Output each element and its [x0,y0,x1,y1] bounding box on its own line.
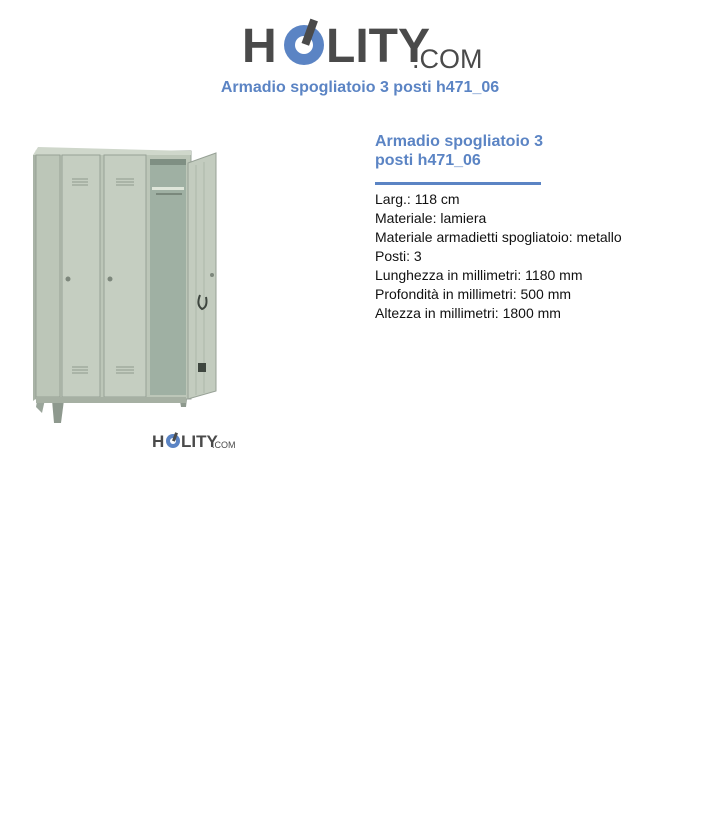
product-name-line1: Armadio spogliatoio 3 [375,133,544,150]
small-logo-word: LITY [181,432,218,451]
logo-letter-h: H [242,20,277,72]
logo-word: LITY [326,20,430,72]
spec-material: Materiale: lamiera [375,210,487,226]
spec-seats: Posti: 3 [375,248,422,264]
spec-height: Altezza in millimetri: 1800 mm [375,305,561,321]
spec-length: Lunghezza in millimetri: 1180 mm [375,267,583,283]
small-logo-letter-h: H [152,432,165,451]
spec-list [375,190,705,323]
title-divider [375,182,541,185]
spec-locker-material: Materiale armadietti spogliatoio: metallo [375,229,622,245]
product-name-line2: posti h471_06 [375,152,481,169]
product-image[interactable] [28,145,228,430]
product-details [375,132,705,323]
product-name [375,132,705,170]
logo-domain: .COM [412,44,483,72]
holity-logo[interactable] [0,12,720,72]
logo-o-icon [284,19,324,65]
small-logo-domain: .COM [212,440,236,450]
page-title: Armadio spogliatoio 3 posti h471_06 [220,79,500,96]
spec-depth: Profondità in millimetri: 500 mm [375,286,572,302]
spec-width: Larg.: 118 cm [375,191,460,207]
holity-logo-small [150,429,240,451]
small-logo-o-icon [166,432,180,448]
